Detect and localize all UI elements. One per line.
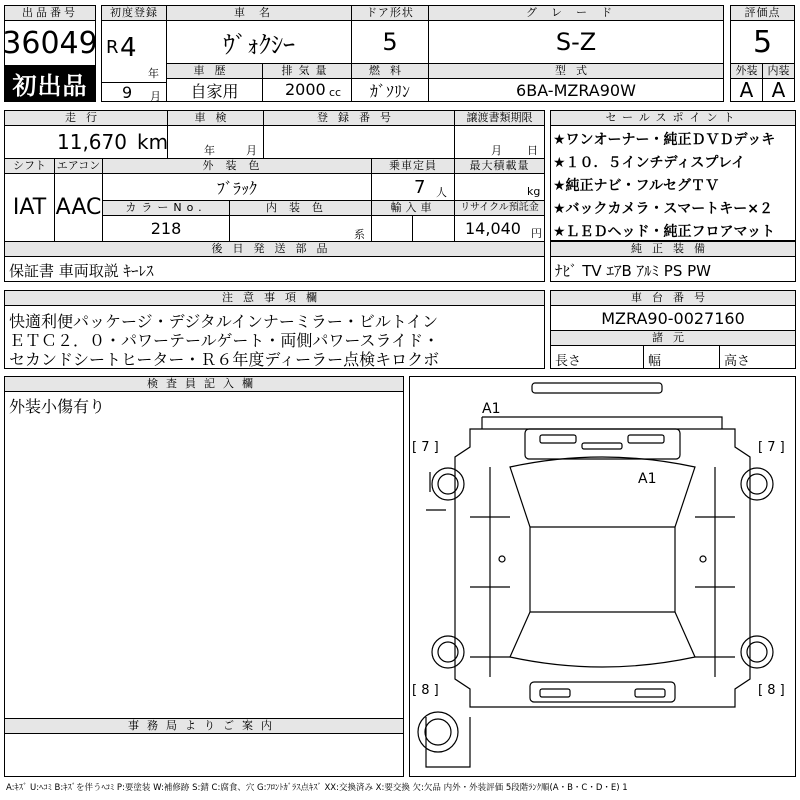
import-label: 輸入車 [371, 200, 455, 216]
inspection-label: 車検 [167, 110, 264, 126]
tire-rear-left [432, 636, 464, 668]
chassis-label: 車台番号 [550, 290, 796, 306]
interior-label: 内装 [762, 63, 795, 79]
grade: S-Z [428, 20, 724, 64]
ac: AAC [54, 173, 103, 242]
transfer-day-unit: 日 [527, 144, 538, 157]
notes-box [4, 305, 545, 369]
exterior-grade: A [730, 78, 763, 102]
color-no-label: カラーNo. [102, 200, 230, 216]
tire-front-right [741, 468, 773, 500]
office-label: 事務局よりご案内 [4, 718, 404, 734]
sales-points-box [550, 125, 796, 241]
mileage-box [4, 125, 168, 159]
score: 5 [730, 20, 795, 64]
width-label: 幅 [648, 354, 662, 369]
displacement-box [262, 78, 352, 102]
car-name: ｳﾞｫｸｼｰ [166, 20, 352, 64]
damage-mark-roof: A1 [638, 471, 657, 487]
reg-month: 9 [122, 83, 133, 102]
reg-no-label: 登録番号 [263, 110, 455, 126]
int-color-label: 内装色 [229, 200, 372, 216]
length-box [550, 345, 644, 369]
capacity-label: 乗車定員 [371, 158, 455, 174]
model: 6BA-MZRA90W [428, 78, 724, 102]
inspection-month-unit: 月 [246, 144, 257, 157]
grade-label: グレード [428, 5, 724, 21]
tire-front-right-depth: [ 7 ] [758, 440, 785, 455]
max-load-label: 最大積載量 [454, 158, 545, 174]
tire-rear-right-depth: [ 8 ] [758, 683, 785, 698]
score-label: 評価点 [730, 5, 795, 21]
import-box [371, 215, 455, 242]
max-load-unit: kg [527, 185, 541, 198]
first-listing-badge: 初出品 [4, 65, 96, 102]
damage-mark-front: A1 [482, 401, 501, 417]
int-color-unit: 系 [354, 228, 365, 241]
later-parts-box [4, 256, 545, 282]
shift: IAT [4, 173, 55, 242]
sales-points-label: セールスポイント [550, 110, 796, 126]
int-color-box [229, 215, 372, 242]
notes-label: 注意事項欄 [4, 290, 545, 306]
inspection-year-unit: 年 [204, 144, 215, 157]
note-line: ＥＴＣ２．０・パワーテールゲート・両側パワースライド・ [9, 331, 440, 350]
sales-point: ★純正ナビ・フルセグＴＶ [553, 178, 719, 194]
reg-no-box [263, 125, 455, 159]
inspection-box [167, 125, 264, 159]
tire-spare [418, 712, 458, 752]
sales-point: ★１０．５インチディスプレイ [553, 155, 746, 171]
sales-point: ★ＬＥＤヘッド・純正フロアマット [553, 224, 775, 240]
specs-label: 諸元 [550, 330, 796, 346]
tire-rear-left-depth: [ 8 ] [412, 683, 439, 698]
height-box [719, 345, 796, 369]
tire-front-left [432, 468, 464, 500]
ext-color: ﾌﾞﾗｯｸ [102, 173, 372, 201]
office-box [4, 733, 404, 777]
mileage-unit: km [137, 130, 169, 154]
transfer-label: 譲渡書類期限 [454, 110, 545, 126]
month-unit: 月 [150, 90, 161, 103]
capacity-unit: 人 [436, 186, 447, 199]
length-label: 長さ [555, 354, 582, 369]
reg-year: 4 [120, 33, 137, 63]
chassis-no: MZRA90-0027160 [550, 305, 796, 331]
transfer-month-unit: 月 [491, 144, 502, 157]
ext-color-label: 外装色 [102, 158, 372, 174]
inspector-note: 外装小傷有り [9, 397, 106, 416]
door-label: ドア形状 [351, 5, 429, 21]
model-label: 型式 [428, 63, 724, 79]
color-no: 218 [102, 215, 230, 242]
fuel: ｶﾞｿﾘﾝ [351, 78, 429, 102]
car-name-label: 車名 [166, 5, 352, 21]
standard-equipment-label: 純正装備 [550, 241, 796, 257]
history: 自家用 [166, 78, 263, 102]
history-label: 車歴 [166, 63, 263, 79]
width-box [643, 345, 720, 369]
standard-equipment-box [550, 256, 796, 282]
era: R [106, 37, 119, 58]
shift-label: シフト [4, 158, 55, 174]
sales-point: ★バックカメラ・スマートキー×２ [553, 201, 774, 217]
car-diagram [410, 377, 795, 776]
standard-equipment: ﾅﾋﾞ TV ｴｱB ｱﾙﾐ PS PW [555, 262, 711, 280]
recycle-label: リサイクル預託金 [454, 200, 545, 216]
note-line: 快適利便パッケージ・デジタルインナーミラー・ビルトイン [9, 312, 439, 331]
lot-no-label: 出品番号 [4, 5, 96, 21]
inspector-label: 検査員記入欄 [4, 376, 404, 392]
ac-label: エアコン [54, 158, 103, 174]
mileage: 11,670 [57, 130, 127, 154]
note-line: セカンドシートヒーター・Ｒ６年度ディーラー点検キロクボ [9, 350, 440, 369]
lot-no: 36049 [4, 20, 96, 66]
sales-point: ★ワンオーナー・純正ＤＶＤデッキ [553, 132, 776, 148]
recycle-unit: 円 [531, 227, 542, 240]
tire-front-left-depth: [ 7 ] [412, 440, 439, 455]
damage-legend: A:ｷｽﾞ U:ﾍｺﾐ B:ｷｽﾞを伴うﾍｺﾐ P:要塗装 W:補修跡 S:錆 C:腐食、穴 G:ﾌﾛﾝﾄｶﾞﾗｽ点ｷｽﾞ XX:交換済み X:要交換 欠:欠品 内外・外装評価 5段階ﾗﾝｸ順(A・B・C・D・E) 1 [6, 783, 628, 793]
recycle-box [454, 215, 545, 242]
interior-grade: A [762, 78, 795, 102]
tire-rear-right [741, 636, 773, 668]
fuel-label: 燃料 [351, 63, 429, 79]
transfer-box [454, 125, 545, 159]
first-reg-box [101, 20, 167, 83]
displacement-label: 排気量 [262, 63, 352, 79]
mileage-label: 走行 [4, 110, 168, 126]
reg-month-box [101, 82, 167, 102]
max-load-box [454, 173, 545, 201]
displacement: 2000 [285, 80, 326, 99]
year-unit: 年 [148, 67, 159, 80]
displacement-unit: cc [329, 86, 342, 99]
height-label: 高さ [724, 354, 751, 369]
doors: 5 [351, 20, 429, 64]
later-parts-label: 後日発送部品 [4, 241, 545, 257]
car-diagram-panel [409, 376, 796, 777]
later-parts: 保証書 車両取説 ｷｰﾚｽ [9, 262, 154, 280]
first-reg-label: 初度登録 [101, 5, 167, 21]
inspector-box [4, 391, 404, 719]
recycle-fee: 14,040 [465, 219, 521, 238]
capacity-box [371, 173, 455, 201]
capacity: 7 [414, 177, 426, 198]
exterior-label: 外装 [730, 63, 763, 79]
